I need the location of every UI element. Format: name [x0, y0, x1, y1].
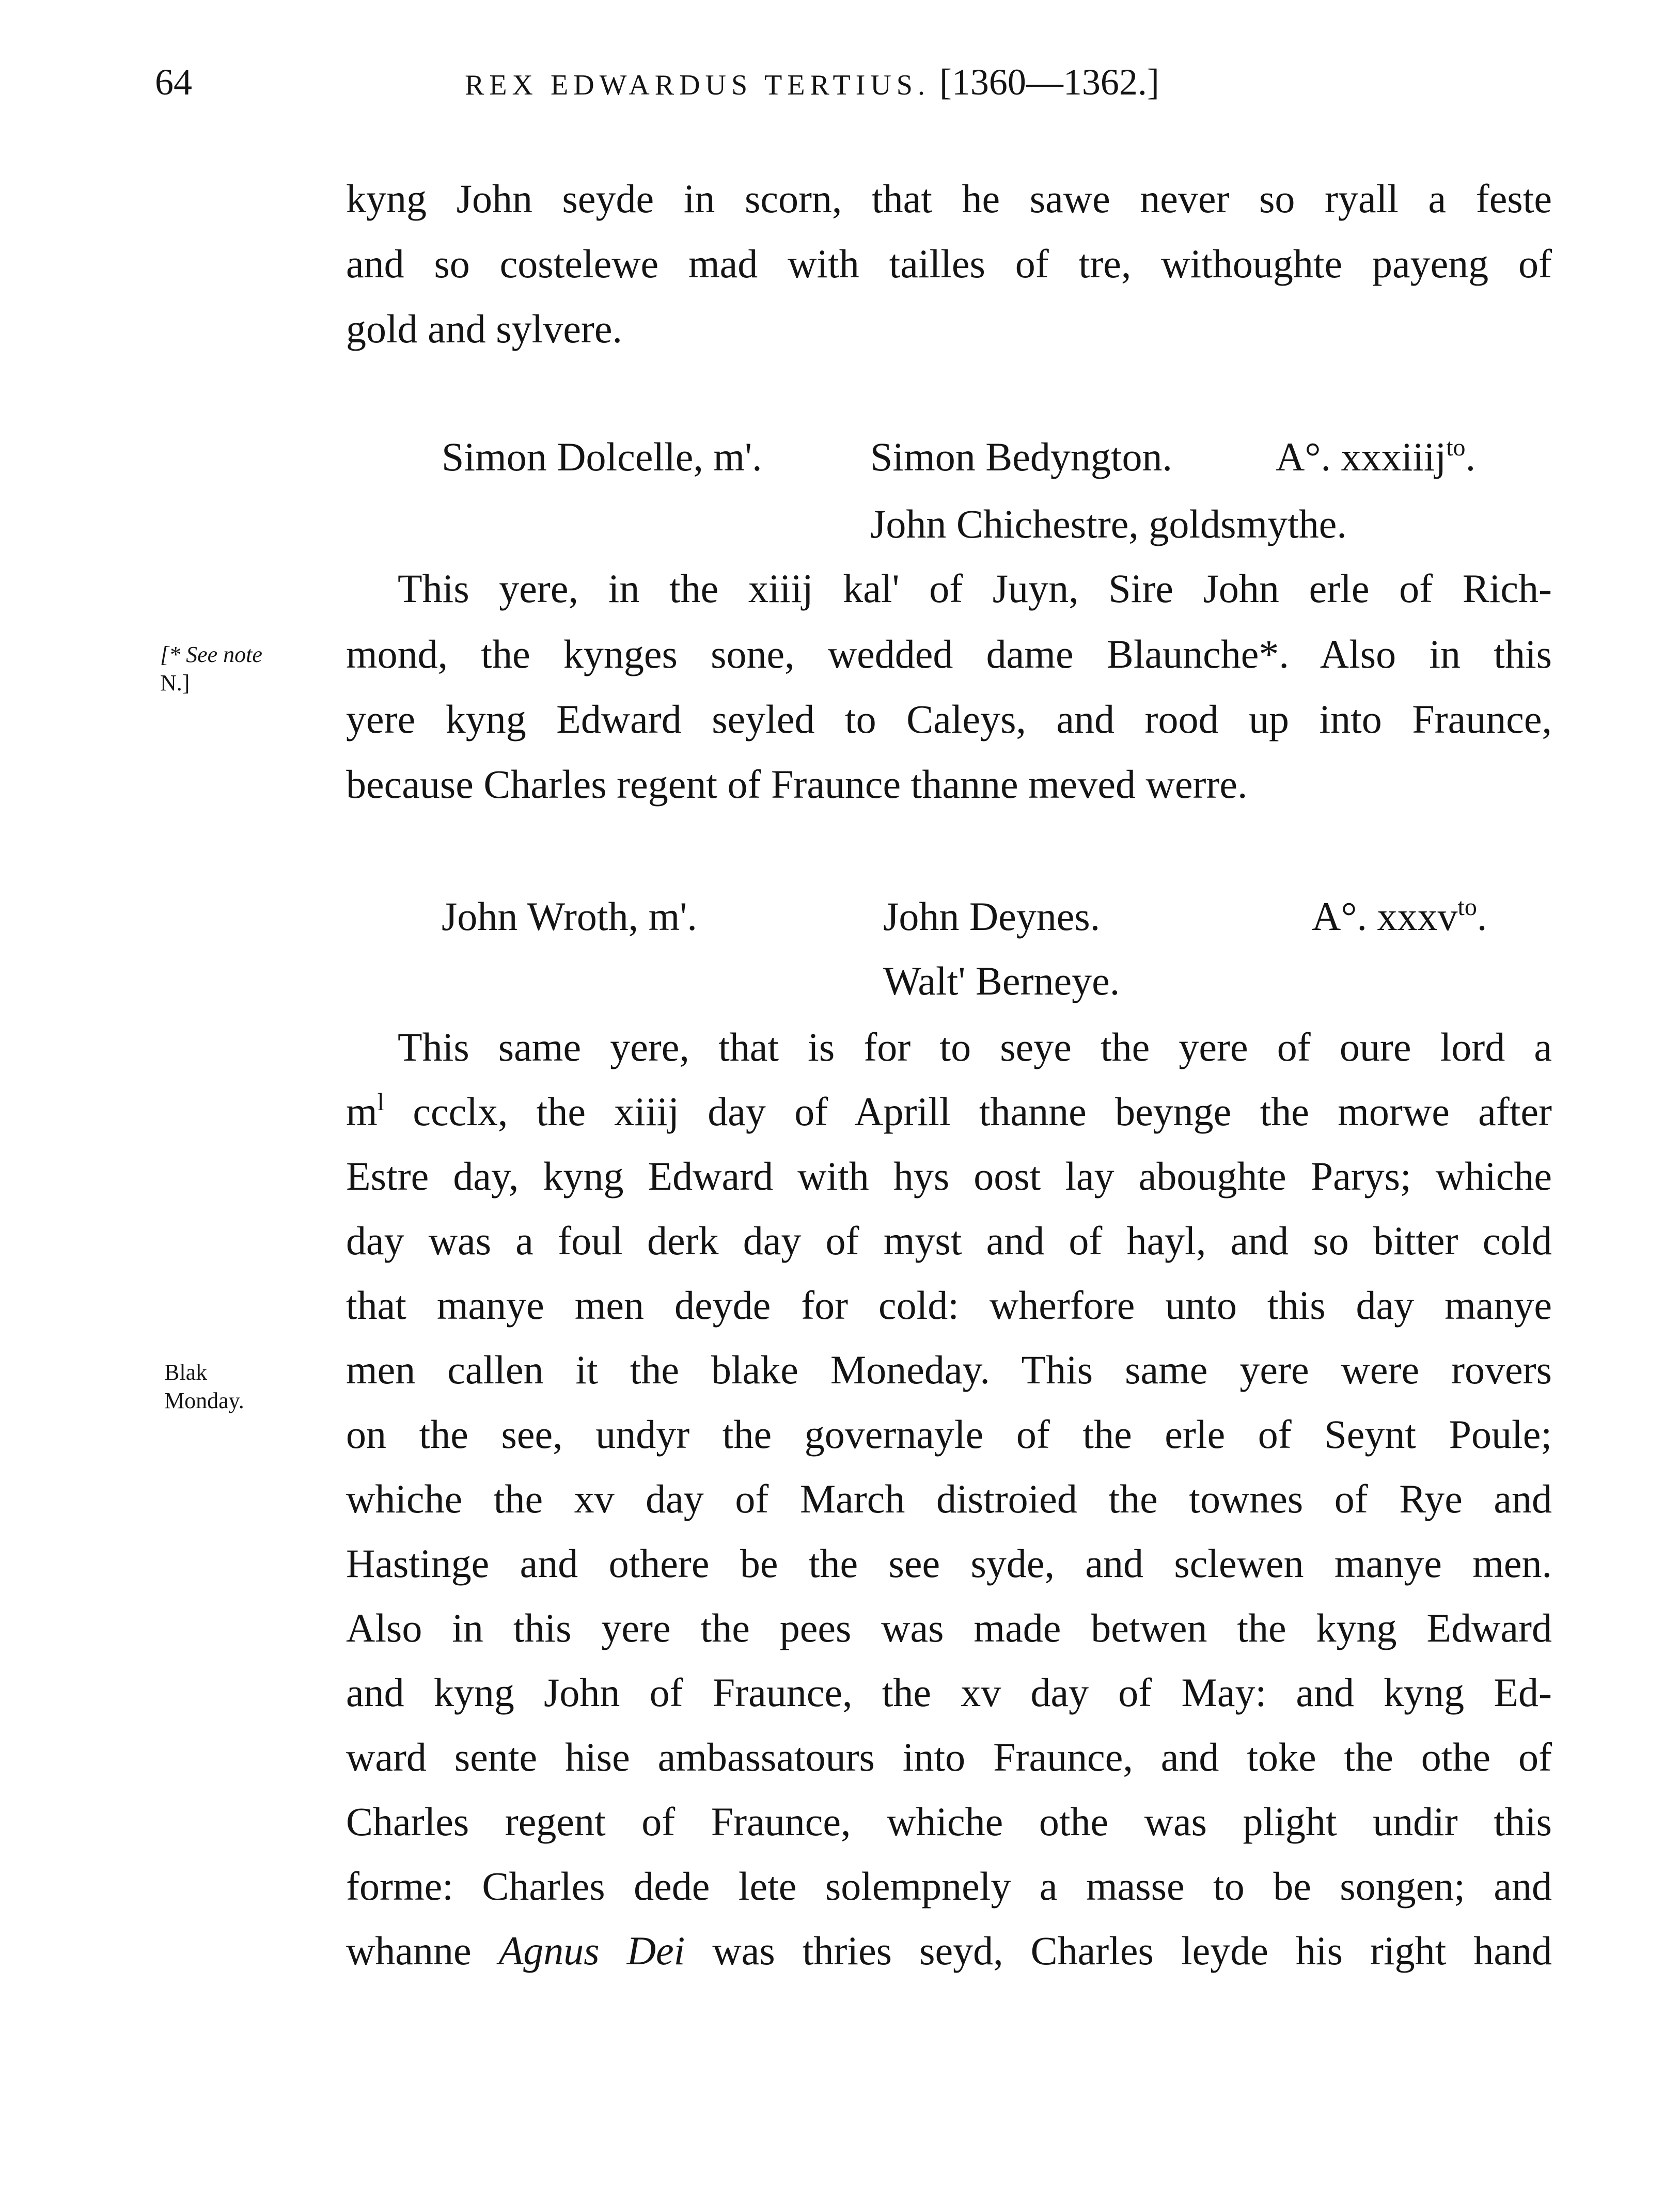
text-line: and so costelewe mad with tailles of tre, withoughte payeng of — [346, 241, 1552, 286]
text-line: gold and sylvere. — [346, 306, 623, 351]
text-line: ward sente hise ambassatours into Fraunce, and toke the othe of — [346, 1734, 1552, 1779]
margin-note-line: N.] — [160, 670, 190, 696]
running-title-text: REX EDWARDUS TERTIUS. — [465, 69, 930, 101]
sheriff-name: Walt' Berneye. — [883, 958, 1120, 1003]
regnal-year-text: A°. xxxiiij — [1276, 434, 1447, 479]
mayor-name: John Wroth, m'. — [442, 894, 697, 939]
page-number: 64 — [155, 61, 192, 103]
text-line: Hastinge and othere be the see syde, and sclewen manye men. — [346, 1541, 1552, 1586]
text-line — [346, 1928, 1552, 1974]
margin-note-line — [160, 640, 262, 669]
text-line: Charles regent of Fraunce, whiche othe was plight undir this — [346, 1799, 1552, 1844]
mayor-name: Simon Dolcelle, m'. — [442, 434, 762, 479]
margin-note-line: Monday. — [164, 1388, 244, 1413]
text-line: yere kyng Edward seyled to Caleys, and rood up into Fraunce, — [346, 697, 1552, 742]
text-line: day was a foul derk day of myst and of hayl, and so bitter cold — [346, 1218, 1552, 1263]
regnal-year-text: A°. xxxv — [1312, 894, 1458, 939]
text-line: on the see, undyr the governayle of the erle of Seynt Poule; — [346, 1412, 1552, 1457]
text-line: forme: Charles dede lete solempnely a masse to be songen; and — [346, 1864, 1552, 1909]
margin-note-text: [* See note — [160, 642, 262, 667]
text-line: and kyng John of Fraunce, the xv day of May: and kyng Ed- — [346, 1670, 1552, 1715]
sheriff-name: Simon Bedyngton. — [870, 434, 1173, 479]
text-line: because Charles regent of Fraunce thanne meved werre. — [346, 762, 1248, 807]
text-run: m — [346, 1089, 378, 1134]
sheriff-name: John Deynes. — [883, 894, 1101, 939]
regnal-year-sup: to — [1457, 893, 1477, 921]
text-run: whanne — [346, 1928, 499, 1973]
text-line — [346, 1089, 1552, 1135]
text-line: whiche the xv day of March distroied the townes of Rye and — [346, 1476, 1552, 1521]
sheriff-name: John Chichestre, goldsmythe. — [870, 501, 1347, 546]
margin-note — [164, 1358, 244, 1415]
text-line: men callen it the blake Moneday. This same yere were rovers — [346, 1347, 1552, 1392]
margin-note-line: Blak — [164, 1360, 208, 1385]
margin-note — [160, 640, 262, 697]
text-line: mond, the kynges sone, wedded dame Blaunche*. Also in this — [346, 632, 1552, 676]
text-line: kyng John seyde in scorn, that he sawe never so ryall a feste — [346, 176, 1552, 221]
text-run: was thries seyd, Charles leyde his right hand — [685, 1928, 1552, 1973]
text-italic: Agnus Dei — [498, 1928, 685, 1973]
text-line: Also in this yere the pees was made betwen the kyng Edward — [346, 1605, 1552, 1650]
text-line: This same yere, that is for to seye the yere of oure lord a — [398, 1024, 1552, 1069]
text-run: ccclx, the xiiij day of Aprill thanne beynge the morwe after — [384, 1089, 1552, 1134]
text-line: that manye men deyde for cold: wherfore unto this day manye — [346, 1283, 1552, 1328]
regnal-year — [1276, 434, 1475, 480]
text-line: Estre day, kyng Edward with hys oost lay aboughte Parys; whiche — [346, 1154, 1552, 1198]
text-line: This yere, in the xiiij kal' of Juyn, Sire John erle of Rich- — [398, 566, 1552, 611]
regnal-year-stop: . — [1465, 434, 1476, 479]
text-sup: l — [377, 1089, 385, 1116]
regnal-year — [1312, 893, 1487, 940]
regnal-year-stop: . — [1477, 894, 1487, 939]
running-title — [465, 61, 1159, 104]
regnal-year-sup: to — [1446, 434, 1466, 462]
date-range: [1360—1362.] — [939, 61, 1159, 103]
